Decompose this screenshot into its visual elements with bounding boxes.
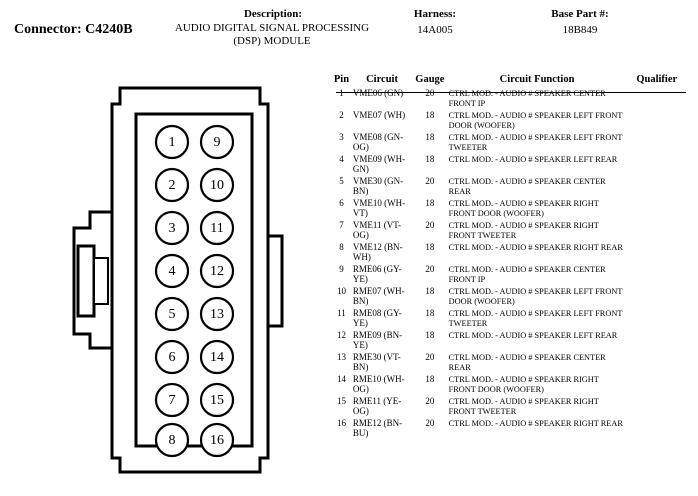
cell-pin: 6 bbox=[339, 198, 344, 208]
cell-circuit: RME08 (GY-YE) bbox=[352, 308, 402, 328]
cell-qualifier bbox=[626, 286, 688, 308]
cell-pin: 4 bbox=[339, 154, 344, 164]
description-label: Description: bbox=[243, 8, 303, 20]
pin-number: 16 bbox=[210, 433, 224, 449]
table-row bbox=[330, 88, 688, 110]
table-row bbox=[330, 242, 688, 264]
cell-gauge: 18 bbox=[425, 286, 435, 296]
cell-circuit: VME06 (GN) bbox=[352, 88, 404, 98]
cell-gauge: 20 bbox=[425, 176, 435, 186]
cell-circuit: VME08 (GN-OG) bbox=[352, 132, 404, 152]
table-row bbox=[330, 198, 688, 220]
cell-gauge: 18 bbox=[425, 308, 435, 318]
cell-qualifier bbox=[626, 88, 688, 110]
pin-number: 4 bbox=[168, 264, 176, 280]
cell-gauge: 20 bbox=[425, 352, 435, 362]
table-row bbox=[330, 396, 688, 418]
pin-number: 10 bbox=[210, 178, 224, 194]
harness-label: Harness: bbox=[413, 8, 457, 20]
cell-function: CTRL MOD. - AUDIO # SPEAKER CENTER REAR bbox=[448, 177, 606, 196]
cell-pin: 2 bbox=[339, 110, 344, 120]
pin-number: 13 bbox=[210, 307, 224, 323]
cell-qualifier bbox=[626, 352, 688, 374]
pin-number: 7 bbox=[168, 393, 176, 409]
cell-function: CTRL MOD. - AUDIO # SPEAKER LEFT FRONT TWEETER bbox=[448, 309, 623, 328]
cell-function: CTRL MOD. - AUDIO # SPEAKER RIGHT FRONT DOOR (WOOFER) bbox=[448, 375, 599, 394]
cell-function: CTRL MOD. - AUDIO # SPEAKER CENTER REAR bbox=[448, 353, 606, 372]
table-row bbox=[330, 374, 688, 396]
connector-cavity bbox=[136, 114, 252, 449]
cell-function: CTRL MOD. - AUDIO # SPEAKER LEFT FRONT DOOR (WOOFER) bbox=[448, 111, 623, 130]
pin-number: 12 bbox=[210, 264, 224, 280]
cell-circuit: RME12 (BN-BU) bbox=[352, 418, 403, 438]
pin-number: 9 bbox=[213, 135, 221, 151]
cell-pin: 14 bbox=[336, 374, 346, 384]
base-part-label: Base Part #: bbox=[551, 8, 609, 20]
column-header-pin: Pin bbox=[333, 74, 350, 85]
cell-qualifier bbox=[626, 198, 688, 220]
pin-number: 3 bbox=[168, 221, 176, 237]
cell-gauge: 18 bbox=[425, 374, 435, 384]
cell-qualifier bbox=[626, 176, 688, 198]
cell-pin: 13 bbox=[336, 352, 346, 362]
cell-pin: 1 bbox=[339, 88, 344, 98]
cell-function: CTRL MOD. - AUDIO # SPEAKER RIGHT FRONT TWEETER bbox=[448, 397, 599, 416]
cell-qualifier bbox=[626, 242, 688, 264]
pin-number: 15 bbox=[210, 393, 224, 409]
cell-circuit: RME07 (WH-BN) bbox=[352, 286, 405, 306]
table-row bbox=[330, 132, 688, 154]
cell-circuit: RME11 (YE-OG) bbox=[352, 396, 402, 416]
cell-function: CTRL MOD. - AUDIO # SPEAKER LEFT FRONT TWEETER bbox=[448, 133, 623, 152]
base-part-value: 18B849 bbox=[562, 24, 598, 36]
cell-circuit: RME10 (WH-OG) bbox=[352, 374, 405, 394]
cell-gauge: 20 bbox=[425, 396, 435, 406]
cell-function: CTRL MOD. - AUDIO # SPEAKER RIGHT REAR bbox=[448, 419, 623, 428]
cell-function: CTRL MOD. - AUDIO # SPEAKER LEFT REAR bbox=[448, 331, 618, 340]
cell-function: CTRL MOD. - AUDIO # SPEAKER RIGHT REAR bbox=[448, 243, 623, 252]
cell-gauge: 20 bbox=[425, 418, 435, 428]
harness-value: 14A005 bbox=[417, 24, 453, 36]
pin-number: 2 bbox=[168, 178, 176, 194]
column-header-gauge: Gauge bbox=[415, 74, 445, 85]
cell-pin: 16 bbox=[336, 418, 346, 428]
cell-qualifier bbox=[626, 308, 688, 330]
cell-gauge: 18 bbox=[425, 330, 435, 340]
cell-qualifier bbox=[626, 374, 688, 396]
column-header-function: Circuit Function bbox=[499, 74, 575, 85]
pin-number: 11 bbox=[210, 221, 224, 237]
cell-gauge: 18 bbox=[425, 242, 435, 252]
table-row bbox=[330, 176, 688, 198]
column-header-qualifier: Qualifier bbox=[636, 74, 678, 85]
latch-slot bbox=[78, 246, 94, 316]
cell-circuit: RME06 (GY-YE) bbox=[352, 264, 402, 284]
cell-pin: 7 bbox=[339, 220, 344, 230]
cell-qualifier bbox=[626, 330, 688, 352]
cell-function: CTRL MOD. - AUDIO # SPEAKER RIGHT FRONT TWEETER bbox=[448, 221, 599, 240]
cell-pin: 12 bbox=[336, 330, 346, 340]
cell-circuit: VME07 (WH) bbox=[352, 110, 406, 120]
cell-function: CTRL MOD. - AUDIO # SPEAKER LEFT FRONT DOOR (WOOFER) bbox=[448, 287, 623, 306]
cell-circuit: VME12 (BN-WH) bbox=[352, 242, 403, 262]
column-header-circuit: Circuit bbox=[366, 74, 398, 85]
table-row bbox=[330, 330, 688, 352]
pin-number: 5 bbox=[168, 307, 176, 323]
cell-gauge: 18 bbox=[425, 154, 435, 164]
connector-illustration bbox=[60, 86, 310, 481]
cell-gauge: 18 bbox=[425, 110, 435, 120]
connector-keyway bbox=[268, 236, 282, 326]
cell-pin: 9 bbox=[339, 264, 344, 274]
cell-qualifier bbox=[626, 132, 688, 154]
latch-tab bbox=[94, 258, 108, 304]
cell-pin: 5 bbox=[339, 176, 344, 186]
table-row bbox=[330, 308, 688, 330]
table-row bbox=[330, 154, 688, 176]
cell-pin: 10 bbox=[336, 286, 346, 296]
table-row bbox=[330, 110, 688, 132]
table-header-row bbox=[330, 74, 688, 88]
table-row bbox=[330, 286, 688, 308]
cell-pin: 8 bbox=[339, 242, 344, 252]
table-row bbox=[330, 264, 688, 286]
pinout-table bbox=[330, 74, 688, 440]
cell-gauge: 18 bbox=[425, 132, 435, 142]
cell-circuit: VME11 (VT-OG) bbox=[352, 220, 401, 240]
cell-qualifier bbox=[626, 110, 688, 132]
table-row bbox=[330, 352, 688, 374]
description-text: AUDIO DIGITAL SIGNAL PROCESSING (DSP) MODULE bbox=[174, 22, 370, 47]
pin-number: 1 bbox=[168, 135, 176, 151]
connector-id-label: Connector: C4240B bbox=[14, 22, 133, 37]
cell-circuit: VME10 (WH-VT) bbox=[352, 198, 406, 218]
cell-qualifier bbox=[626, 264, 688, 286]
cell-pin: 15 bbox=[336, 396, 346, 406]
cell-gauge: 20 bbox=[425, 88, 435, 98]
pinout-table-wrap bbox=[330, 74, 688, 440]
cell-function: CTRL MOD. - AUDIO # SPEAKER RIGHT FRONT DOOR (WOOFER) bbox=[448, 199, 599, 218]
cell-qualifier bbox=[626, 220, 688, 242]
cell-gauge: 18 bbox=[425, 198, 435, 208]
cell-gauge: 20 bbox=[425, 220, 435, 230]
cell-function: CTRL MOD. - AUDIO # SPEAKER LEFT REAR bbox=[448, 155, 618, 164]
cell-circuit: VME30 (GN-BN) bbox=[352, 176, 404, 196]
cell-qualifier bbox=[626, 154, 688, 176]
cell-qualifier bbox=[626, 396, 688, 418]
cell-circuit: RME30 (VT-BN) bbox=[352, 352, 401, 372]
cell-qualifier bbox=[626, 418, 688, 440]
pin-number: 8 bbox=[168, 433, 176, 449]
table-row bbox=[330, 418, 688, 440]
table-row bbox=[330, 220, 688, 242]
pin-number: 14 bbox=[210, 350, 224, 366]
cell-circuit: VME09 (WH-GN) bbox=[352, 154, 406, 174]
pin-number: 6 bbox=[168, 350, 176, 366]
cell-function: CTRL MOD. - AUDIO # SPEAKER CENTER FRONT IP bbox=[448, 265, 606, 284]
cell-circuit: RME09 (BN-YE) bbox=[352, 330, 403, 350]
cell-pin: 3 bbox=[339, 132, 344, 142]
cell-pin: 11 bbox=[337, 308, 346, 318]
cell-gauge: 20 bbox=[425, 264, 435, 274]
cell-function: CTRL MOD. - AUDIO # SPEAKER CENTER FRONT IP bbox=[448, 89, 606, 108]
